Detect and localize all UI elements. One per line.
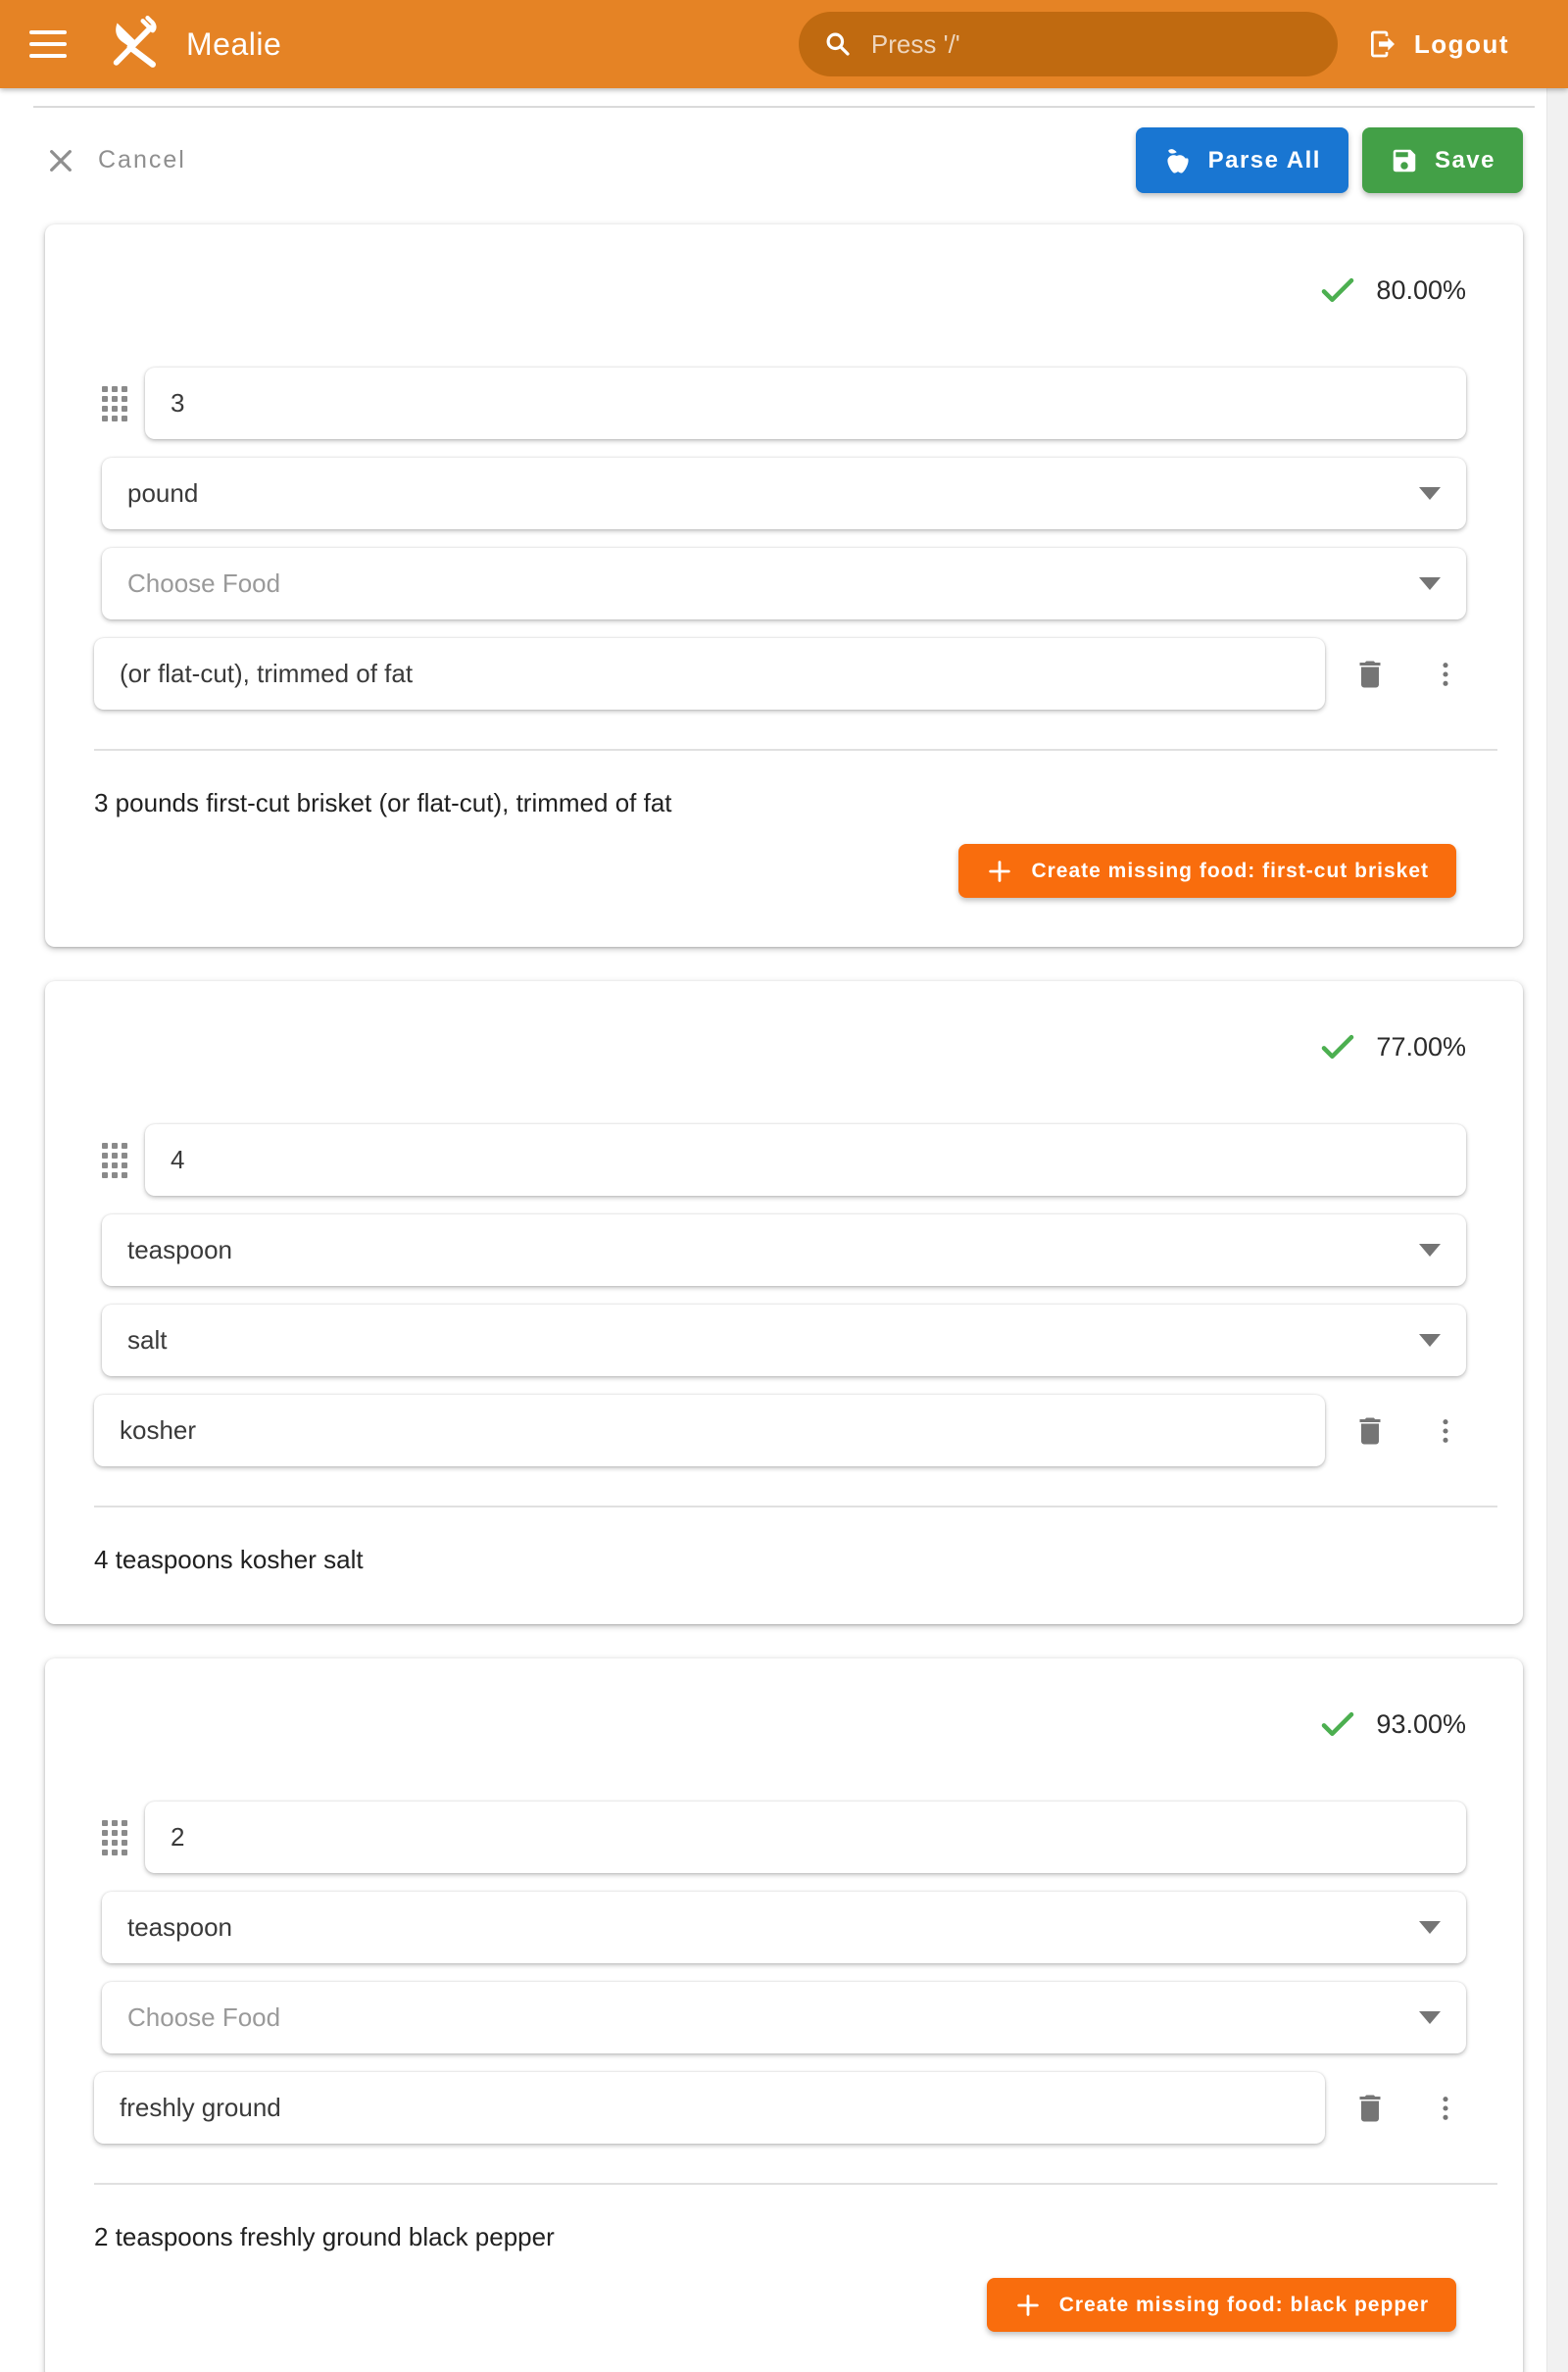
chevron-down-icon <box>1419 487 1441 500</box>
chevron-down-icon <box>1419 1244 1441 1257</box>
chevron-down-icon <box>1419 1921 1441 1934</box>
parsed-ingredient-text: 4 teaspoons kosher salt <box>94 1545 364 1574</box>
delete-button[interactable] <box>1352 1413 1388 1449</box>
quantity-row <box>102 1124 1466 1196</box>
note-row <box>94 638 1466 710</box>
more-options-button[interactable] <box>1429 658 1462 691</box>
food-input[interactable] <box>127 2002 1405 2033</box>
food-select[interactable] <box>102 548 1466 619</box>
parse-all-label: Parse All <box>1207 146 1321 173</box>
confidence-row <box>102 1016 1466 1124</box>
mealie-logo-icon <box>106 16 163 73</box>
editor-toolbar <box>0 108 1568 224</box>
quantity-field-box <box>145 368 1466 439</box>
create-food-row <box>102 844 1466 898</box>
card-divider <box>94 2183 1497 2185</box>
more-options-button[interactable] <box>1429 1414 1462 1448</box>
note-row <box>94 2072 1466 2144</box>
check-icon <box>1317 1704 1358 1745</box>
parsed-ingredient-text: 2 teaspoons freshly ground black pepper <box>94 2222 555 2251</box>
app-header <box>0 0 1568 88</box>
chevron-down-icon <box>1419 1334 1441 1347</box>
chevron-down-icon <box>1419 2011 1441 2024</box>
delete-button[interactable] <box>1352 2091 1388 2126</box>
note-field-box <box>94 638 1325 710</box>
logout-icon <box>1367 28 1398 60</box>
logout-button[interactable] <box>1367 28 1509 60</box>
drag-handle-icon[interactable] <box>102 1143 127 1178</box>
app-title: Mealie <box>186 25 282 62</box>
unit-select[interactable] <box>102 1892 1466 1963</box>
food-input[interactable] <box>127 1325 1405 1356</box>
close-icon <box>45 145 76 176</box>
drag-handle-icon[interactable] <box>102 386 127 421</box>
quantity-field-box <box>145 1124 1466 1196</box>
note-field-box <box>94 2072 1325 2144</box>
ingredient-card <box>45 981 1523 1624</box>
card-divider <box>94 749 1497 751</box>
plus-icon <box>1014 2292 1042 2319</box>
quantity-input[interactable] <box>171 388 1441 419</box>
food-input[interactable] <box>127 568 1405 599</box>
note-input[interactable] <box>120 659 1299 689</box>
quantity-row <box>102 1802 1466 1873</box>
card-divider <box>94 1506 1497 1507</box>
confidence-value: 77.00% <box>1376 1031 1466 1062</box>
chevron-down-icon <box>1419 577 1441 590</box>
parsed-ingredient-text: 3 pounds first-cut brisket (or flat-cut), trimmed of fat <box>94 788 672 817</box>
confidence-row <box>102 260 1466 368</box>
kebab-menu-icon <box>1429 2092 1462 2125</box>
note-input[interactable] <box>120 2093 1299 2123</box>
apple-icon <box>1163 146 1193 175</box>
food-select[interactable] <box>102 1982 1466 2053</box>
unit-select[interactable] <box>102 458 1466 529</box>
save-button[interactable] <box>1362 127 1523 193</box>
food-select[interactable] <box>102 1305 1466 1376</box>
delete-button[interactable] <box>1352 657 1388 692</box>
unit-input[interactable] <box>127 1235 1405 1265</box>
save-label: Save <box>1434 146 1495 173</box>
quantity-field-box <box>145 1802 1466 1873</box>
note-field-box <box>94 1395 1325 1466</box>
scrollbar[interactable] <box>1546 88 1568 2372</box>
create-missing-food-button[interactable] <box>987 2278 1456 2332</box>
unit-select[interactable] <box>102 1214 1466 1286</box>
create-food-row <box>102 2278 1466 2332</box>
create-missing-food-button[interactable] <box>958 844 1456 898</box>
search-bar[interactable] <box>799 12 1338 76</box>
note-input[interactable] <box>120 1415 1299 1446</box>
cancel-label: Cancel <box>98 146 186 173</box>
ingredient-card <box>45 224 1523 947</box>
quantity-input[interactable] <box>171 1145 1441 1175</box>
plus-icon <box>986 858 1013 885</box>
ingredient-card <box>45 1658 1523 2372</box>
search-icon <box>822 28 854 60</box>
create-missing-food-label: Create missing food: black pepper <box>1058 2293 1429 2316</box>
create-missing-food-label: Create missing food: first-cut brisket <box>1031 859 1429 882</box>
logout-label: Logout <box>1413 28 1509 59</box>
cancel-button[interactable] <box>45 145 186 176</box>
drag-handle-icon[interactable] <box>102 1820 127 1855</box>
search-input[interactable] <box>871 29 1314 60</box>
confidence-value: 80.00% <box>1376 274 1466 305</box>
kebab-menu-icon <box>1429 1414 1462 1448</box>
unit-input[interactable] <box>127 1912 1405 1943</box>
confidence-row <box>102 1694 1466 1802</box>
trash-icon <box>1352 1413 1388 1449</box>
quantity-row <box>102 368 1466 439</box>
unit-input[interactable] <box>127 478 1405 509</box>
parse-all-button[interactable] <box>1136 127 1348 193</box>
note-row <box>94 1395 1466 1466</box>
check-icon <box>1317 270 1358 311</box>
menu-icon[interactable] <box>29 30 67 58</box>
more-options-button[interactable] <box>1429 2092 1462 2125</box>
quantity-input[interactable] <box>171 1822 1441 1853</box>
check-icon <box>1317 1026 1358 1067</box>
ingredient-list <box>0 224 1568 2372</box>
confidence-value: 93.00% <box>1376 1708 1466 1739</box>
trash-icon <box>1352 2091 1388 2126</box>
kebab-menu-icon <box>1429 658 1462 691</box>
trash-icon <box>1352 657 1388 692</box>
save-icon <box>1390 146 1419 175</box>
